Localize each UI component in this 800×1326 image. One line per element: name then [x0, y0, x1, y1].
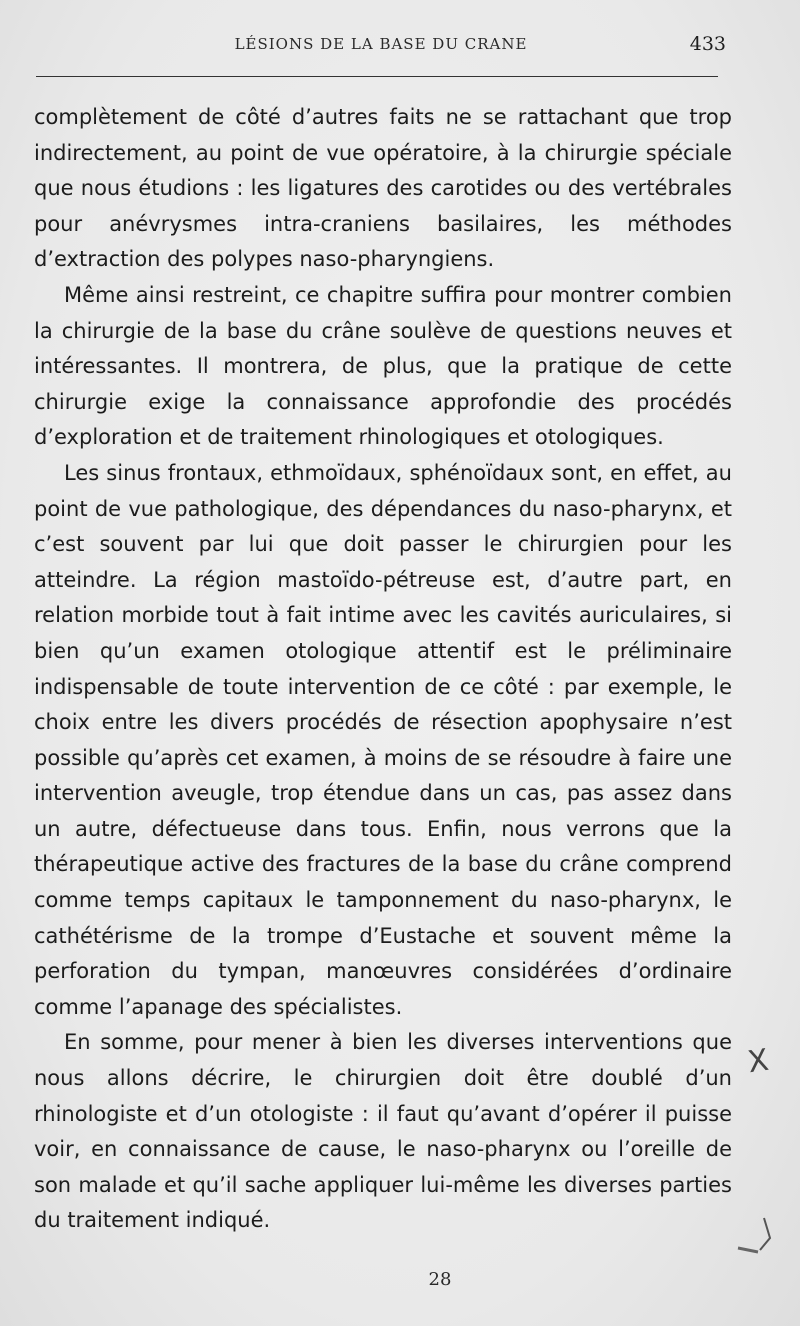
paragraph-2: Même ainsi restreint, ce chapitre suffira pour montrer combien la chirurgie de la base du crâne soulève de questions neuves et intéressantes. Il montrera, de plus, que la pratique de cette chirurgie exige la connaissance approfondie des procédés d’exploration et de traitement rhinologiques et otologiques.	[34, 282, 732, 450]
header-rule	[36, 76, 718, 77]
margin-pencil-mark: X	[745, 1042, 771, 1081]
signature-mark: 28	[428, 1269, 452, 1290]
running-title: LÉSIONS DE LA BASE DU CRANE	[234, 35, 528, 53]
page-number: 433	[689, 33, 726, 55]
paragraph-4: En somme, pour mener à bien les diverses interventions que nous allons décrire, le chirurgien doit être doublé d’un rhinologiste et d’un otologiste : il faut qu’avant d’opérer il puisse voir, en connaissance de cause, le naso-pharynx ou l’oreille de son malade et qu’il sache appliquer lui-même les diverses parties du traitement indiqué.	[34, 1030, 732, 1233]
margin-check-mark-icon	[730, 1216, 780, 1256]
paragraph-1: complètement de côté d’autres faits ne se rattachant que trop indirectement, au point de vue opératoire, à la chirurgie spéciale que nous étudions : les ligatures des carotides ou des vertébrales pour anévrysmes intra-craniens basilaires, les méthodes d’extraction des polypes naso-pharyngiens.	[34, 105, 732, 272]
body-text	[34, 100, 732, 1239]
paragraph-3: Les sinus frontaux, ethmoïdaux, sphénoïdaux sont, en effet, au point de vue pathologique, des dépendances du naso-pharynx, et c’est souvent par lui que doit passer le chirurgien pour les atteindre. La région mastoïdo-pétreuse est, d’autre part, en relation morbide tout à fait intime avec les cavités auriculaires, si bien qu’un examen otologique attentif est le préliminaire indispensable de toute intervention de ce côté : par exemple, le choix entre les divers procédés de résection apophysaire n’est possible qu’après cet examen, à moins de se résoudre à faire une intervention aveugle, trop étendue dans un cas, pas assez dans un autre, défectueuse dans tous. Enfin, nous verrons que la thérapeutique active des fractures de la base du crâne comprend comme temps capitaux le tamponnement du naso-pharynx, le cathétérisme de la trompe d’Eustache et souvent même la perforation du tympan, manœuvres considérées d’ordinaire comme l’apanage des spécialistes.	[34, 460, 732, 1019]
page-header	[36, 32, 726, 60]
